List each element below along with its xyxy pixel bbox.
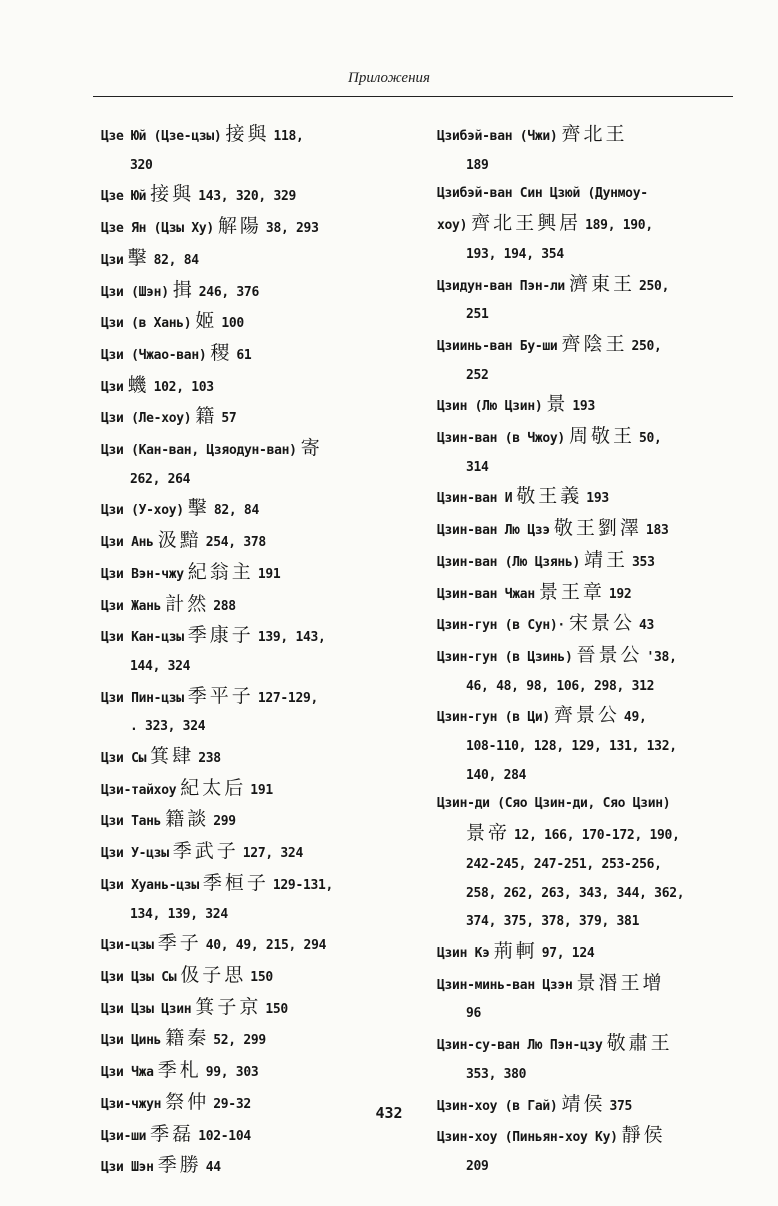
index-entry [101, 837, 421, 869]
chinese-characters: 季平子 [187, 684, 254, 707]
entry-pages: 52, 299 [213, 1033, 266, 1049]
index-entry [101, 307, 421, 339]
entry-name: Цзе Юй [101, 189, 147, 205]
index-entry [437, 482, 757, 514]
entry-name: Цзи Чжа [101, 1065, 154, 1081]
entry-name: Цзи Цинь [101, 1033, 162, 1049]
entry-pages-continued: 134, 139, 324 [130, 906, 228, 922]
entry-name: Цзи [101, 379, 124, 395]
entry-pages: 143, 320, 329 [198, 189, 297, 205]
index-entry [101, 961, 421, 993]
chinese-characters: 計然 [165, 592, 210, 615]
entry-name: Цзин-гун (в Цзинь) [437, 649, 573, 665]
chinese-characters: 擊 [127, 246, 150, 269]
entry-pages: 29-32 [213, 1096, 251, 1112]
index-entry [437, 514, 757, 546]
chinese-characters: 靖王 [584, 548, 629, 571]
index-entry [437, 701, 757, 790]
entry-pages: 150 [250, 969, 273, 985]
entry-pages: '38, [646, 649, 677, 665]
index-entry [101, 180, 421, 212]
index-entry [101, 621, 421, 681]
entry-name: Цзи [101, 252, 124, 268]
entry-pages-continued: 374, 375, 378, 379, 381 [466, 914, 640, 930]
entry-pages: 44 [205, 1160, 221, 1176]
chinese-characters: 紀太后 [180, 776, 247, 799]
entry-pages-continued: 353, 380 [466, 1066, 527, 1082]
entry-pages-continued: 189 [466, 157, 489, 173]
entry-pages-continued: 209 [466, 1158, 489, 1174]
entry-pages: 127-129, [257, 690, 319, 706]
chinese-characters: 季桓子 [202, 871, 269, 894]
chinese-characters: 紀翁主 [187, 560, 254, 583]
entry-pages: 12, 166, 170-172, 190, [514, 828, 680, 844]
running-header: Приложения [347, 70, 430, 86]
index-entry [101, 774, 421, 806]
index-entry [101, 590, 421, 622]
chinese-characters: 景 [546, 393, 569, 416]
entry-name: Цзи Ань [101, 535, 154, 551]
entry-pages: 246, 376 [198, 284, 259, 300]
index-entry [101, 993, 421, 1025]
chinese-characters: 籍談 [165, 808, 210, 831]
chinese-characters: 季武子 [172, 840, 239, 863]
entry-name: Цзин-гун (в Ци) [437, 710, 550, 726]
entry-name: Цзин-гун (в Сун)· [437, 618, 565, 634]
entry-name: Цзидун-ван Пэн-ли [437, 278, 565, 294]
entry-name: Цзи (в Хань) [101, 316, 192, 332]
chinese-characters: 解陽 [217, 215, 262, 238]
chinese-characters: 敬肅王 [606, 1032, 673, 1055]
index-entry [101, 805, 421, 837]
index-entry [101, 1024, 421, 1056]
index-entry [101, 558, 421, 590]
entry-pages: 150 [265, 1001, 288, 1017]
entry-pages: 43 [638, 618, 655, 634]
entry-name: Цзи Цзы Сы [101, 969, 177, 985]
index-entry [101, 212, 421, 244]
index-entry [437, 578, 757, 610]
entry-pages: 189, 190, [585, 218, 653, 234]
entry-name: Цзин-ван Лю Цзэ [437, 523, 550, 539]
entry-name: Цзи Сы [101, 751, 147, 767]
entry-pages: 193 [586, 491, 609, 507]
chinese-characters: 齊北王 [561, 123, 628, 145]
chinese-characters: 接與 [150, 183, 195, 206]
entry-pages: 299 [213, 814, 236, 830]
entry-pages: 139, 143, [257, 630, 326, 646]
index-entry [101, 1056, 421, 1088]
entry-pages: 250, [631, 338, 662, 354]
index-entry [101, 120, 421, 180]
entry-name: Цзин (Лю Цзин) [437, 399, 543, 415]
entry-pages: 183 [645, 523, 669, 539]
entry-name: Цзи (Кан-ван, Цзяодун-ван) [101, 443, 297, 459]
chinese-characters: 晉景公 [576, 643, 643, 666]
entry-pages-continued: 251 [466, 307, 489, 323]
entry-pages: 40, 49, 215, 294 [205, 938, 327, 954]
entry-pages: 102-104 [198, 1128, 251, 1144]
entry-name: Цзибэй-ван (Чжи) [437, 129, 558, 144]
entry-pages: 288 [213, 598, 236, 614]
entry-pages: 353 [632, 554, 655, 570]
chinese-characters: 寄 [300, 437, 323, 460]
index-entry [437, 180, 757, 269]
index-entry [101, 1151, 421, 1183]
entry-name: Цзин-ван Чжан [437, 586, 535, 602]
entry-name: Цзе Юй (Цзе-цзы) [101, 129, 222, 144]
entry-pages: 50, [638, 431, 662, 447]
chinese-characters: 景帝 [466, 822, 511, 845]
entry-name: Цзе Ян (Цзы Ху) [101, 221, 214, 237]
entry-name: Цзи (Чжао-ван) [101, 347, 207, 363]
entry-pages-continued: 108-110, 128, 129, 131, 132, [466, 739, 677, 755]
index-entry [437, 330, 757, 390]
entry-name: Цзи Тань [101, 814, 162, 830]
chinese-characters: 景湣王增 [576, 971, 665, 994]
entry-name: Цзин-ван (Лю Цзянь) [437, 554, 581, 570]
entry-pages-continued: 242-245, 247-251, 253-256, [466, 856, 662, 872]
index-entry [437, 270, 757, 330]
entry-name: Цзин-су-ван Лю Пэн-цзу [437, 1038, 603, 1054]
entry-pages: 82, 84 [153, 252, 199, 268]
entry-pages: 127, 324 [242, 846, 303, 862]
entry-name: Цзи Жань [101, 598, 162, 614]
chinese-characters: 季康子 [187, 624, 254, 647]
entry-pages-continued: 144, 324 [130, 658, 191, 674]
chinese-characters: 季勝 [157, 1154, 202, 1177]
chinese-characters: 祭仲 [165, 1090, 210, 1113]
entry-name: Цзи Кан-цзы [101, 630, 184, 646]
entry-name: Цзи Вэн-чжу [101, 566, 184, 582]
entry-pages-continued: 193, 194, 354 [466, 246, 564, 262]
chinese-characters: 季子 [157, 932, 202, 955]
chinese-characters: 靜侯 [621, 1124, 666, 1147]
index-entry [101, 276, 421, 308]
entry-pages: 129-131, [272, 877, 334, 893]
chinese-characters: 濟東王 [568, 272, 635, 295]
index-column-left [101, 120, 421, 1183]
entry-pages: 61 [236, 347, 252, 363]
entry-name: Цзи-чжун [101, 1096, 162, 1112]
entry-pages: 82, 84 [213, 503, 259, 519]
chinese-characters: 蟣 [127, 373, 150, 396]
entry-pages-continued: 96 [466, 1006, 482, 1022]
index-entry [101, 339, 421, 371]
index-entry [101, 402, 421, 434]
chinese-characters: 敬王義 [516, 485, 583, 508]
entry-pages: 102, 103 [153, 379, 214, 395]
chinese-characters: 箕肆 [150, 745, 195, 768]
index-entry [437, 1029, 757, 1089]
chinese-characters: 姬 [195, 310, 218, 333]
index-entry [101, 244, 421, 276]
chinese-characters: 齊陰王 [561, 332, 628, 355]
entry-pages: 193 [572, 399, 595, 415]
index-entry [437, 546, 757, 578]
index-entry [437, 641, 757, 701]
index-entry [437, 609, 757, 641]
entry-pages: 192 [608, 586, 632, 602]
index-column-right [437, 120, 757, 1182]
entry-name: Цзи (Шэн) [101, 284, 169, 300]
entry-name: Цзи (Ле-хоу) [101, 411, 192, 427]
entry-name: Цзи-ши [101, 1128, 147, 1144]
entry-name: Цзин-ван (в Чжоу) [437, 431, 565, 447]
entry-name: Цзин-ди (Сяо Цзин-ди, Сяо Цзин) [437, 796, 671, 812]
entry-name-continued [437, 209, 757, 241]
chinese-characters: 齊景公 [553, 704, 620, 727]
chinese-characters: 靖侯 [561, 1092, 606, 1115]
index-entry [101, 526, 421, 558]
chinese-characters: 宋景公 [568, 612, 635, 635]
chinese-characters: 擊 [187, 497, 210, 520]
entry-pages: 238 [198, 751, 221, 767]
page-number: 432 [375, 1104, 403, 1122]
entry-pages-continued: 314 [466, 459, 489, 475]
entry-name: Цзин-хоу (Пиньян-хоу Ку) [437, 1130, 618, 1146]
entry-name: Цзин-хоу (в Гай) [437, 1098, 558, 1114]
entry-pages-continued: 262, 264 [130, 471, 191, 487]
chinese-characters: 季磊 [150, 1122, 195, 1145]
entry-pages-continued: 252 [466, 367, 489, 383]
entry-name: Цзи Цзы Цзин [101, 1001, 192, 1017]
entry-pages: 57 [221, 411, 237, 427]
index-entry [101, 434, 421, 494]
entry-pages: 118, [273, 129, 304, 144]
entry-pages-continued: 46, 48, 98, 106, 298, 312 [466, 678, 655, 694]
entry-pages: 191 [257, 566, 281, 582]
chinese-characters: 季札 [157, 1059, 202, 1082]
entry-pages-continued: 320 [130, 157, 153, 173]
chinese-characters: 伋子思 [180, 963, 247, 986]
entry-pages: 99, 303 [205, 1065, 259, 1081]
chinese-characters: 景王章 [538, 580, 605, 603]
entry-name: Цзи У-цзы [101, 846, 169, 862]
entry-name: Цзибэй-ван Син Цзюй (Дунмоу- [437, 186, 648, 202]
entry-name: Цзи Хуань-цзы [101, 877, 199, 893]
chinese-characters: 敬王劉澤 [553, 517, 642, 540]
entry-name: Цзи (У-хоу) [101, 503, 184, 519]
entry-name: Цзи-цзы [101, 938, 154, 954]
entry-pages-continued: 258, 262, 263, 343, 344, 362, [466, 885, 685, 901]
index-entry [437, 790, 757, 937]
entry-name: Цзи Пин-цзы [101, 690, 184, 706]
chinese-characters: 接與 [225, 123, 270, 145]
index-entry [101, 682, 421, 742]
entry-pages: 191 [250, 782, 273, 798]
index-entry [101, 742, 421, 774]
chinese-characters: 揖 [172, 278, 195, 301]
index-entry [101, 1120, 421, 1152]
entry-pages-continued [437, 819, 757, 851]
entry-name: Цзиинь-ван Бу-ши [437, 338, 558, 354]
index-entry [437, 1121, 757, 1181]
chinese-characters: 箕子京 [195, 995, 262, 1018]
chinese-characters: 齊北王興居 [471, 212, 582, 235]
entry-name: Цзин Кэ [437, 945, 490, 961]
entry-pages: 38, 293 [265, 221, 319, 237]
chinese-characters: 籍 [195, 405, 218, 428]
entry-pages: 100 [221, 316, 244, 332]
chinese-characters: 汲黯 [157, 529, 202, 552]
chinese-characters: 荊軻 [493, 939, 538, 962]
chinese-characters: 周敬王 [568, 425, 635, 448]
entry-name: Цзи Шэн [101, 1160, 154, 1176]
entry-pages: 375 [609, 1098, 633, 1114]
entry-pages-continued: . 323, 324 [130, 719, 206, 735]
index-entry [101, 869, 421, 929]
entry-pages: 49, [623, 710, 647, 726]
entry-pages: 254, 378 [205, 535, 266, 551]
entry-name: Цзин-минь-ван Цзэн [437, 977, 573, 993]
index-entry [437, 390, 757, 422]
index-entry [437, 937, 757, 969]
chinese-characters: 籍秦 [165, 1027, 210, 1050]
entry-pages: 250, [638, 278, 670, 294]
index-entry [101, 929, 421, 961]
entry-name-continued-text: хоу) [437, 218, 468, 234]
entry-pages-continued: 140, 284 [466, 767, 527, 783]
chinese-characters: 稷 [210, 341, 233, 364]
index-entry [101, 494, 421, 526]
entry-name: Цзин-ван И [437, 491, 513, 507]
index-entry [101, 371, 421, 403]
index-entry [437, 969, 757, 1029]
header-rule [93, 96, 733, 97]
index-entry [437, 422, 757, 482]
entry-name: Цзи-тайхоу [101, 782, 177, 798]
index-entry [437, 120, 757, 180]
entry-pages: 97, 124 [541, 945, 595, 961]
